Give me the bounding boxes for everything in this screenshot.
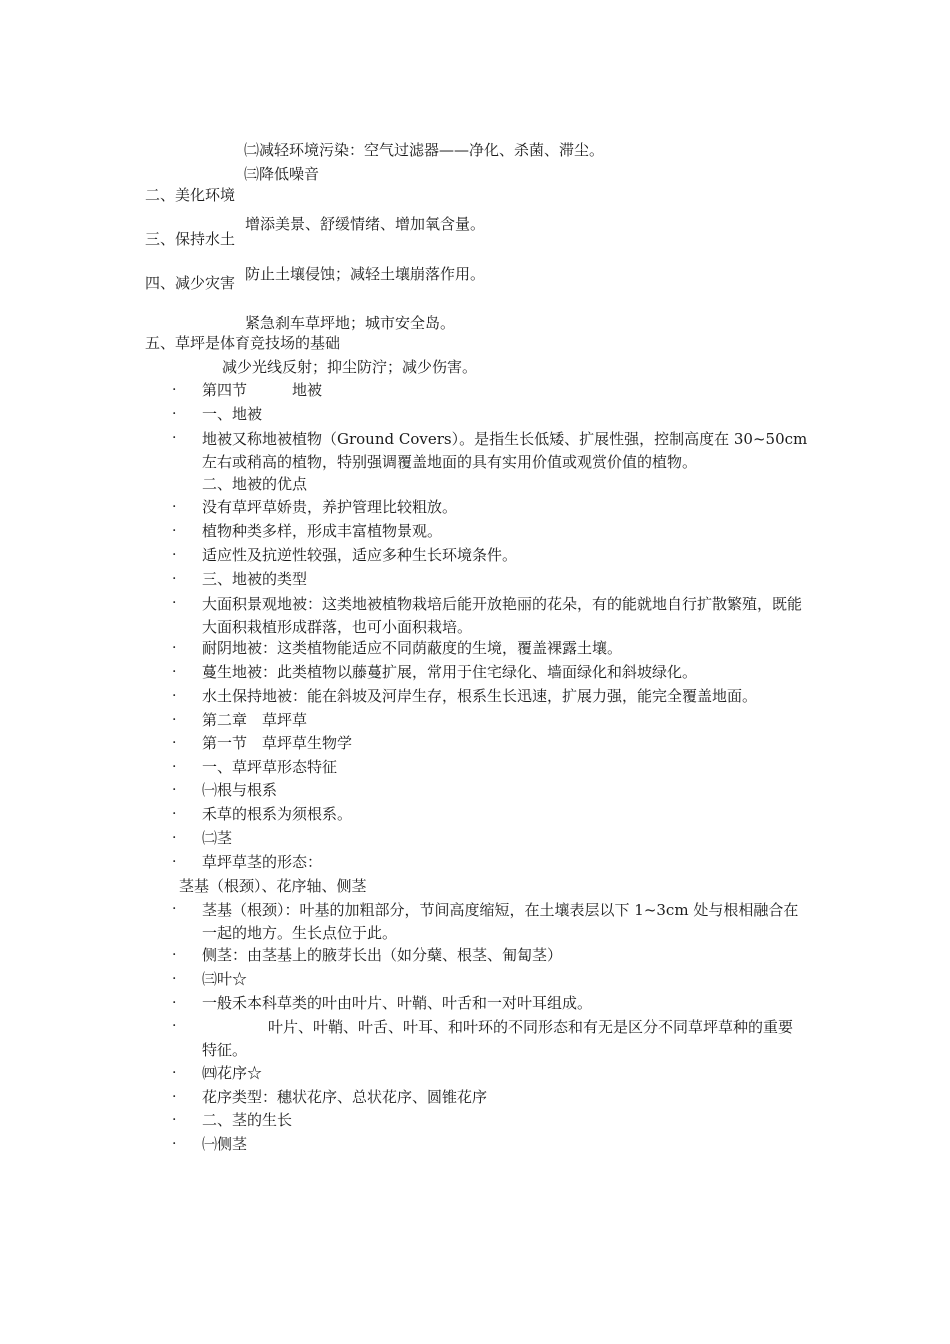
list-item: 一、地被: [202, 405, 263, 423]
bullet-icon: ·: [172, 712, 177, 728]
list-item: 一般禾本科草类的叶由叶片、叶鞘、叶舌和一对叶耳组成。: [202, 994, 593, 1012]
list-item: 叶片、叶鞘、叶舌、叶耳、和叶环的不同形态和有无是区分不同草坪草种的重要特征。: [202, 1018, 794, 1059]
bullet-icon: ·: [172, 406, 177, 422]
section-heading: 三、保持水土: [145, 230, 236, 248]
list-item: 地被又称地被植物（Ground Covers）。是指生长低矮、扩展性强，控制高度在 30~50cm 左右或稍高的植物，特别强调覆盖地面的具有实用价值或观赏价值的植物。: [202, 430, 808, 471]
bullet-icon: ·: [172, 547, 177, 563]
bullet-icon: ·: [172, 995, 177, 1011]
list-item: 大面积景观地被：这类地被植物栽培后能开放艳丽的花朵，有的能就地自行扩散繁殖，既能大面积栽植形成群落，也可小面积栽培。: [202, 595, 803, 636]
list-item: 第四节 地被: [202, 381, 323, 399]
list-item: 一、草坪草形态特征: [202, 758, 338, 776]
list-item: ㈠根与根系: [202, 781, 278, 799]
list-item: 第二章 草坪草: [202, 711, 308, 729]
list-item: 二、茎的生长: [202, 1111, 293, 1129]
list-item: ㈢叶☆: [202, 970, 248, 988]
section-description: 紧急刹车草坪地；城市安全岛。: [245, 314, 456, 332]
list-item: 耐阴地被：这类植物能适应不同荫蔽度的生境，覆盖裸露土壤。: [202, 639, 623, 657]
bullet-icon: ·: [172, 854, 177, 870]
bullet-icon: ·: [172, 1136, 177, 1152]
bullet-icon: ·: [172, 1018, 177, 1034]
bullet-icon: ·: [172, 735, 177, 751]
bullet-icon: ·: [172, 595, 177, 611]
bullet-icon: ·: [172, 499, 177, 515]
list-item: 茎基（根颈）：叶基的加粗部分，节间高度缩短，在土壤表层以下 1~3cm 处与根相融合在一起的地方。生长点位于此。: [202, 901, 799, 942]
list-item: 没有草坪草娇贵，养护管理比较粗放。: [202, 498, 458, 516]
list-item: 三、地被的类型: [202, 570, 308, 588]
list-item: ㈠侧茎: [202, 1135, 248, 1153]
section-description: 减少光线反射；抑尘防泞；减少伤害。: [222, 358, 478, 376]
bullet-icon: ·: [172, 1089, 177, 1105]
section-description: 增添美景、舒缓情绪、增加氧含量。: [245, 215, 486, 233]
list-item: 花序类型：穗状花序、总状花序、圆锥花序: [202, 1088, 488, 1106]
bullet-icon: ·: [172, 971, 177, 987]
list-item: ㈡茎: [202, 829, 233, 847]
text-line: ㈡减轻环境污染：空气过滤器——净化、杀菌、滞尘。: [244, 141, 605, 159]
list-item: ㈣花序☆: [202, 1064, 263, 1082]
bullet-icon: ·: [172, 571, 177, 587]
bullet-icon: ·: [172, 430, 177, 446]
bullet-icon: ·: [172, 688, 177, 704]
list-item: 适应性及抗逆性较强，适应多种生长环境条件。: [202, 546, 518, 564]
section-heading: 四、减少灾害: [145, 274, 236, 292]
list-item: 侧茎：由茎基上的腋芽长出（如分蘖、根茎、匍匐茎）: [202, 946, 563, 964]
bullet-icon: ·: [172, 382, 177, 398]
bullet-icon: ·: [172, 947, 177, 963]
list-item: 草坪草茎的形态：: [202, 853, 323, 871]
list-item: 植物种类多样，形成丰富植物景观。: [202, 522, 443, 540]
bullet-icon: ·: [172, 759, 177, 775]
list-item: 二、地被的优点: [202, 475, 308, 493]
bullet-icon: ·: [172, 664, 177, 680]
list-item: 水土保持地被：能在斜坡及河岸生存，根系生长迅速，扩展力强，能完全覆盖地面。: [202, 687, 758, 705]
text-line: ㈢降低噪音: [244, 165, 320, 183]
bullet-icon: ·: [172, 1112, 177, 1128]
bullet-icon: ·: [172, 806, 177, 822]
list-item: 禾草的根系为须根系。: [202, 805, 353, 823]
section-heading: 五、草坪是体育竞技场的基础: [145, 334, 341, 352]
bullet-icon: ·: [172, 901, 177, 917]
bullet-icon: ·: [172, 1065, 177, 1081]
bullet-icon: ·: [172, 523, 177, 539]
bullet-icon: ·: [172, 640, 177, 656]
bullet-icon: ·: [172, 782, 177, 798]
bullet-icon: ·: [172, 830, 177, 846]
list-item: 蔓生地被：此类植物以藤蔓扩展，常用于住宅绿化、墙面绿化和斜坡绿化。: [202, 663, 698, 681]
list-item: 第一节 草坪草生物学: [202, 734, 353, 752]
text-line: 茎基（根颈）、花序轴、侧茎: [179, 877, 367, 895]
section-heading: 二、美化环境: [145, 186, 236, 204]
section-description: 防止土壤侵蚀；减轻土壤崩落作用。: [245, 265, 486, 283]
